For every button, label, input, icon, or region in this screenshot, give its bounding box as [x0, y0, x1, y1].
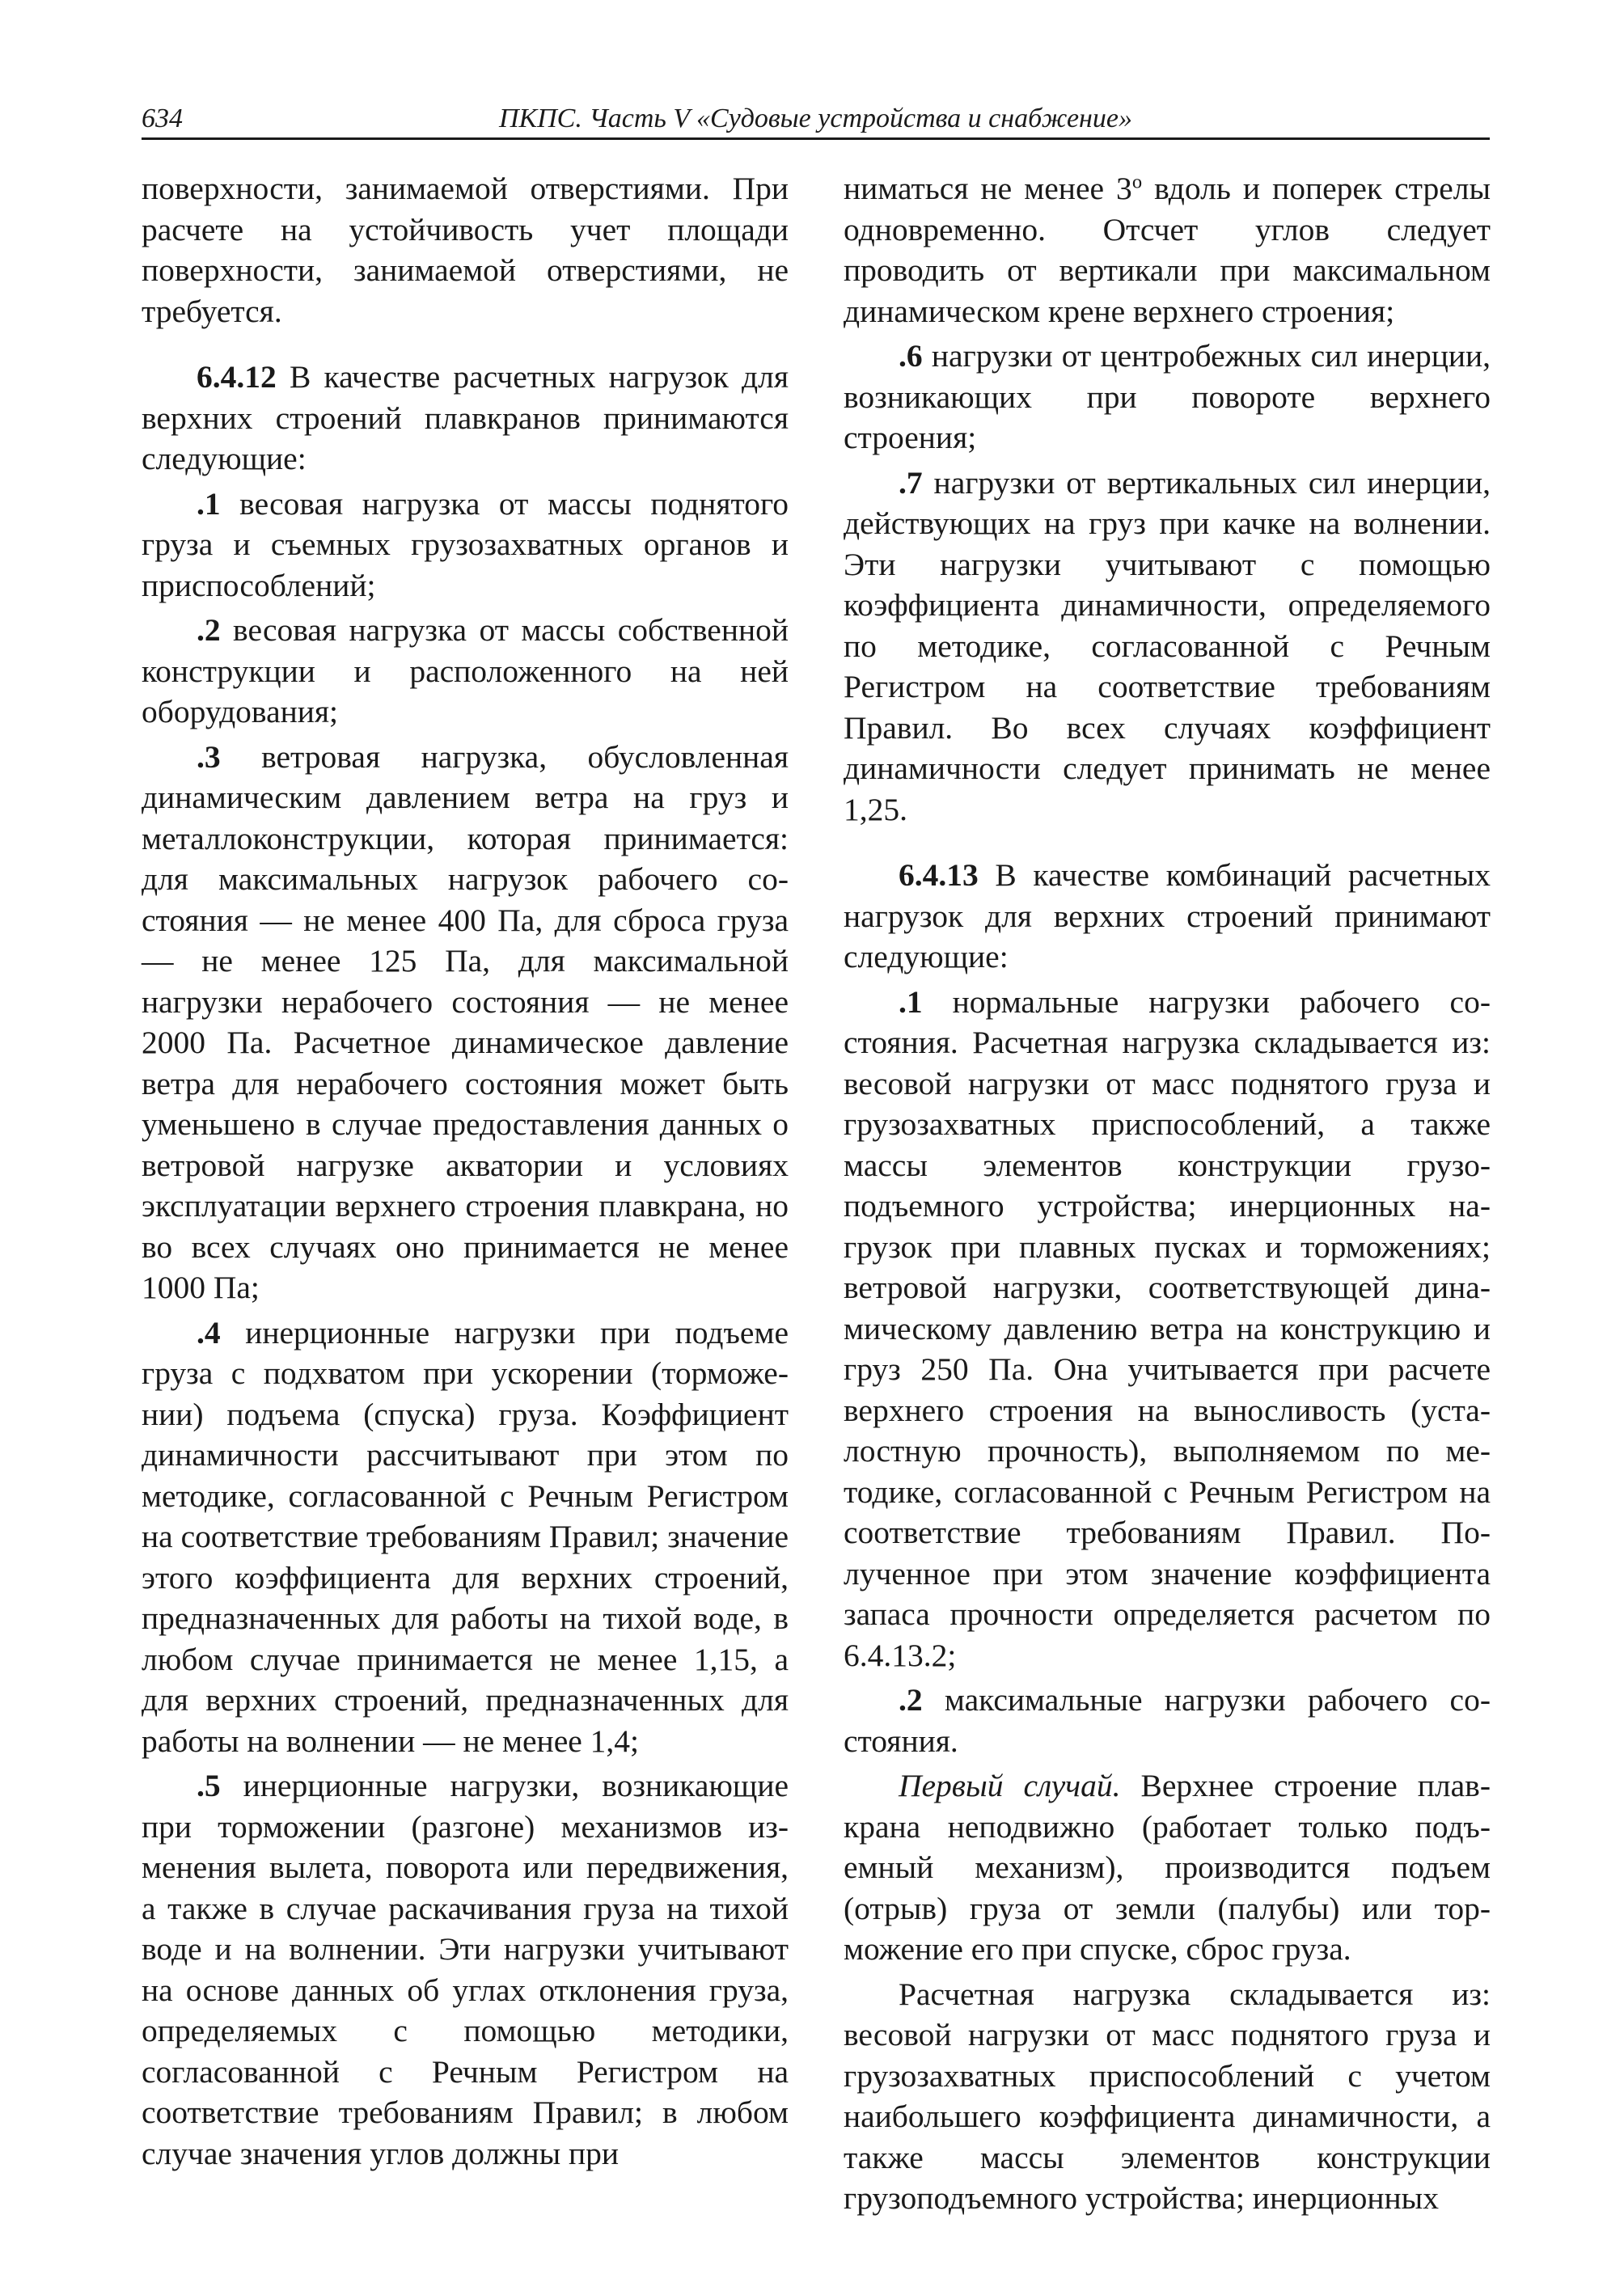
item-number: .2 — [899, 1682, 923, 1718]
degree-symbol: o — [1131, 171, 1143, 193]
item-number: .7 — [899, 464, 923, 501]
item-number: .2 — [197, 612, 221, 648]
list-item-2 — [142, 610, 789, 733]
item-text: нагрузки от вертикальных сил инерции, действующих на груз при качке на волнении. Эти нагрузки учитывают с помощью коэффициента динамичности, определяемого по методике, согласованной с Речным Регистром на соответствие требованиям Правил. Во всех случаях коэффициент динамичности следует принимать не менее 1,25. — [844, 464, 1491, 827]
list-item-5-continued — [844, 168, 1491, 332]
section-text: В качестве комбинаций расчетных нагрузок для верхних строений принимают следующие: — [844, 857, 1491, 974]
list-item-2 — [844, 1680, 1491, 1761]
page-header — [142, 95, 1490, 140]
list-item-4 — [142, 1312, 789, 1762]
item-text: инерционные нагрузки, возникающие при торможении (разгоне) механизмов изменения вылета, поворота или передвижения, а также в случае раскачивания груза на тихой воде и на волнении. Эти нагрузки учитывают на основе данных об углах отклонения груза, определяемых с помощью методики, согласованной с Речным Регистром на соответствие требованиям Правил; в любом случае значения углов должны при — [142, 1768, 789, 2171]
list-item-3 — [142, 737, 789, 1308]
first-case-label: Первый случай. — [899, 1768, 1121, 1803]
item-number: .1 — [899, 983, 923, 1020]
final-paragraph: Расчетная нагрузка складывается из: весовой нагрузки от масс поднятого груза и грузозахватных приспособлений с учетом наибольшего коэффициента динамичности, а также массы элементов конструкции грузоподъемного устройства; инерционных — [844, 1976, 1491, 2216]
first-case-paragraph — [844, 1765, 1491, 1970]
item-number: .6 — [899, 338, 923, 374]
item-text: весовая нагрузка от массы собственной конструкции и расположенного на ней оборудования; — [142, 612, 789, 729]
item-text: ниматься не менее 3 — [844, 171, 1132, 206]
item-number: .5 — [197, 1768, 221, 1803]
section-text: В качестве расчетных нагрузок для верхних строений плавкранов принимаются следующие: — [142, 359, 789, 476]
page-number: 634 — [142, 104, 183, 133]
list-item-1 — [142, 484, 789, 607]
section-number: 6.4.12 — [197, 359, 277, 395]
item-text: нагрузки от центробежных сил инерции, возникающих при повороте верхнего строения; — [844, 338, 1491, 455]
list-item-7 — [844, 463, 1491, 831]
item-number: .3 — [197, 738, 221, 775]
section-number: 6.4.13 — [899, 857, 979, 893]
section-6-4-13 — [844, 855, 1491, 978]
item-number: .1 — [197, 485, 221, 522]
item-text: ветровая нагрузка, обусловленная динамическим давлением ветра на груз и металлоконструкции, которая принимается: для максимальных нагрузок рабочего состояния — не менее 400 Па, для сброса груза — не менее 125 Па, для максимальной нагрузки нерабочего состояния — не менее 2000 Па. Расчетное динамическое давление ветра для нерабочего состояния может быть уменьшено в случае предоставления данных о ветровой нагрузке акватории и условиях эксплуатации верхнего строения плавкрана, но во всех случаях оно принимается не менее 1000 Па; — [142, 738, 789, 1305]
running-title: ПКПС. Часть V «Судовые устройства и снабжение» — [498, 104, 1133, 133]
first-case-text: Верхнее строение плавкрана неподвижно (работает только подъемный механизм), производится подъем (отрыв) груза от земли (палубы) или торможение его при спуске, сброс груза. — [844, 1768, 1491, 1967]
left-column — [142, 168, 789, 2174]
section-6-4-12 — [142, 357, 789, 480]
item-text: нормальные нагрузки рабочего состояния. Расчетная нагрузка складывается из: весовой нагрузки от масс поднятого груза и грузозахватных приспособлений, а также массы элементов конструкции грузоподъемного устройства; инерционных нагрузок при плавных пусках и торможениях; ветровой нагрузки, соответствующей динамическому давлению ветра на конструкцию и груз 250 Па. Она учитывается при расчете верхнего строения на выносливость (усталостную прочность), выполняемом по методике, согласованной с Речным Регистром на соответствие требованиям Правил. Полученное при этом значение коэффициента запаса прочности определяется расчетом по 6.4.13.2; — [844, 983, 1491, 1673]
continued-paragraph: поверхности, занимаемой отверстиями. При расчете на устойчивость учет площади поверхности, занимаемой отверстиями, не требуется. — [142, 171, 789, 329]
item-text: весовая нагрузка от массы поднятого груза и съемных грузозахватных органов и приспособлений; — [142, 485, 789, 603]
item-text: инерционные нагрузки при подъеме груза с подхватом при ускорении (торможении) подъема (спуска) груза. Коэффициент динамичности рассчитывают при этом по методике, согласованной с Речным Регистром на соответствие требованиям Правил; значение этого коэффициента для верхних строений, предназначенных для работы на тихой воде, в любом случае принимается не менее 1,15, а для верхних строений, предназначенных для работы на волнении — не менее 1,4; — [142, 1314, 789, 1759]
item-number: .4 — [197, 1314, 221, 1351]
list-item-6 — [844, 336, 1491, 459]
item-text: вдоль и поперек стрелы одновременно. Отсчет углов следует проводить от вертикали при максимальном динамическом крене верхнего строения; — [844, 171, 1491, 329]
right-column — [844, 168, 1491, 2219]
list-item-5 — [142, 1765, 789, 2174]
item-text: максимальные нагрузки рабочего состояния. — [844, 1682, 1491, 1759]
list-item-1 — [844, 982, 1491, 1676]
